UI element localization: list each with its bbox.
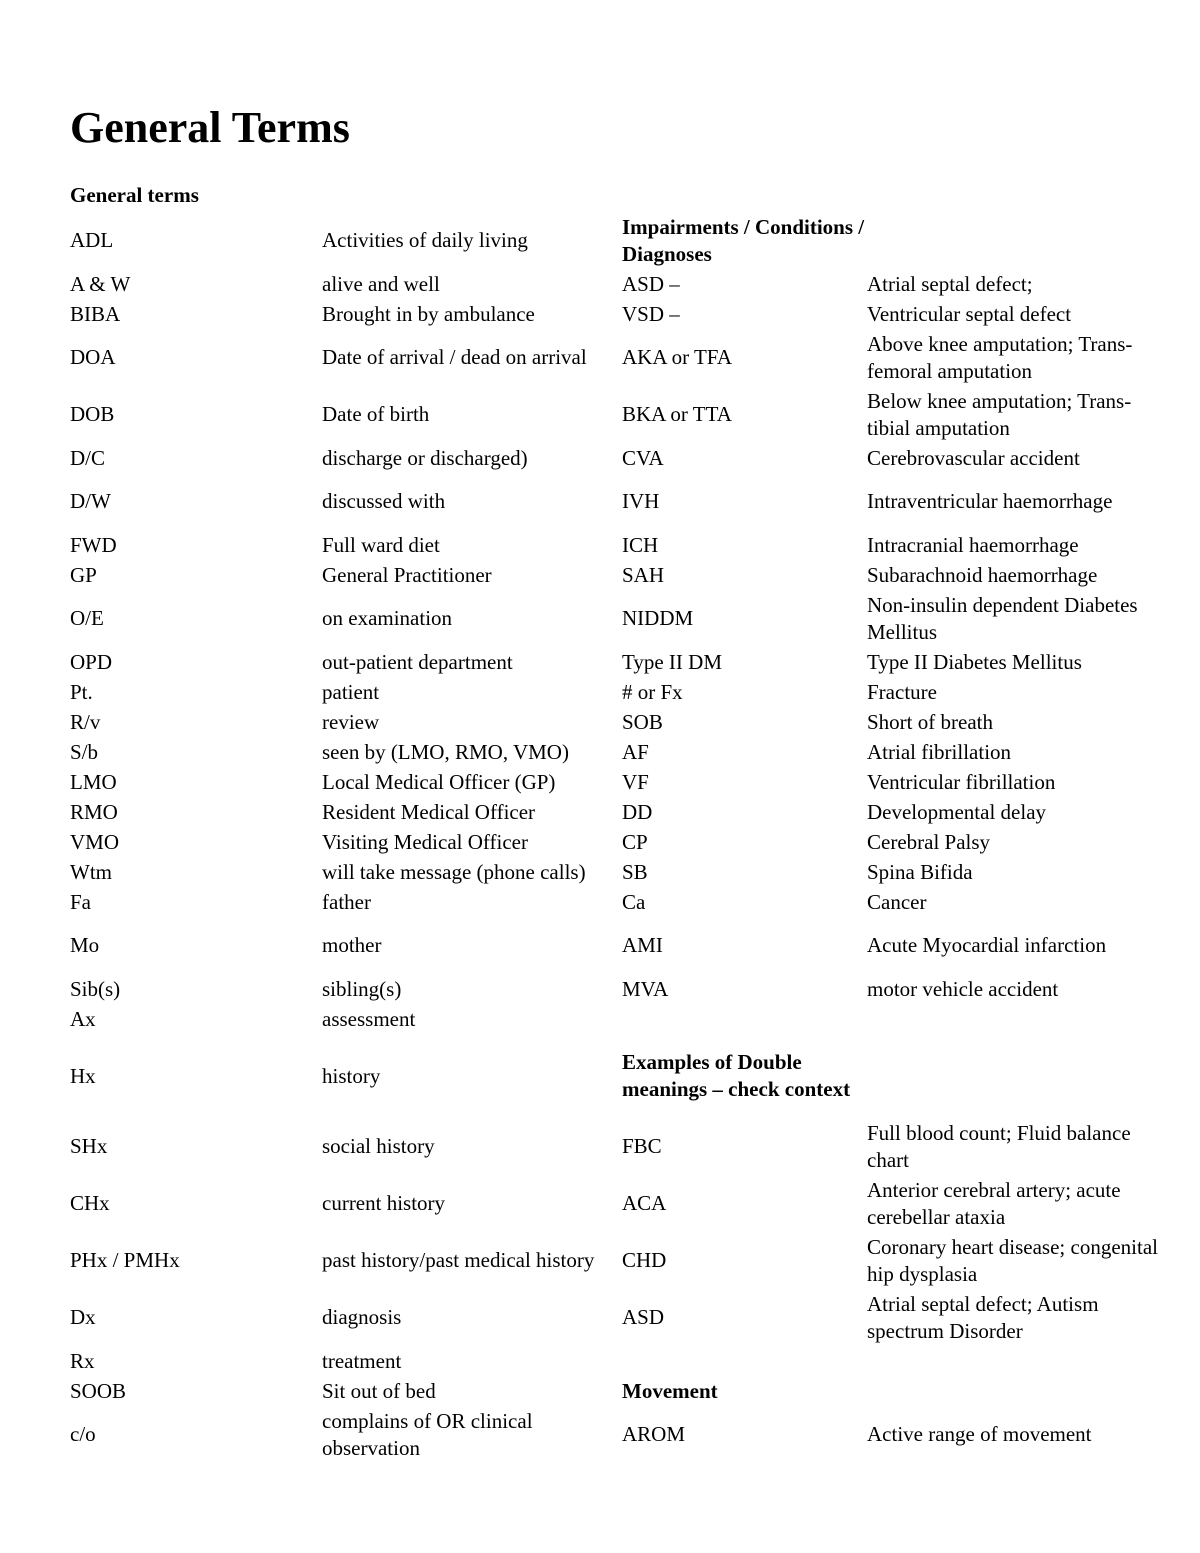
meaning-cell: Cancer: [867, 889, 927, 914]
table-row: [70, 857, 1160, 887]
table-row: [70, 590, 1160, 647]
table-row: [70, 329, 1160, 386]
abbreviation-cell: Rx: [70, 1348, 95, 1373]
abbreviation-cell: Fa: [70, 889, 91, 914]
abbreviation-cell: Type II DM: [622, 649, 723, 674]
page-title: General Terms: [70, 103, 350, 152]
table-row: [70, 917, 1160, 974]
abbreviation-cell: ADL: [70, 228, 114, 252]
meaning-cell: Atrial fibrillation: [867, 739, 1012, 764]
table-row: [70, 887, 1160, 917]
abbreviation-cell: CHD: [622, 1248, 667, 1272]
meaning-cell: past history/past medical history: [322, 1248, 595, 1272]
abbreviation-cell: CVA: [622, 445, 664, 470]
table-row: [70, 1004, 1160, 1034]
meaning-cell: Atrial septal defect;: [867, 271, 1033, 296]
meaning-cell: Brought in by ambulance: [322, 301, 535, 326]
empty-cell: [867, 1034, 1160, 1118]
subheading-movement: Movement: [622, 1378, 718, 1403]
meaning-cell: father: [322, 889, 371, 914]
abbreviation-cell: OPD: [70, 649, 113, 674]
meaning-cell: Ventricular fibrillation: [867, 769, 1056, 794]
abbreviation-cell: VSD –: [622, 301, 680, 326]
table-row: [70, 1232, 1160, 1289]
abbreviation-cell: Pt.: [70, 679, 93, 704]
meaning-cell: discharge or discharged): [322, 445, 528, 470]
table-row: [70, 299, 1160, 329]
table-row: [70, 797, 1160, 827]
abbreviation-cell: MVA: [622, 976, 669, 1001]
meaning-cell: Short of breath: [867, 709, 993, 734]
meaning-cell: history: [322, 1063, 381, 1088]
abbreviation-cell: SHx: [70, 1134, 108, 1158]
meaning-cell: Intracranial haemorrhage: [867, 532, 1079, 557]
abbreviations-table-body: [70, 212, 1160, 1463]
abbreviation-cell: ACA: [622, 1191, 667, 1215]
table-row: [70, 677, 1160, 707]
meaning-cell: Subarachnoid haemorrhage: [867, 562, 1098, 587]
abbreviation-cell: Ca: [622, 889, 646, 914]
abbreviation-cell: ICH: [622, 532, 659, 557]
meaning-cell: Cerebrovascular accident: [867, 445, 1080, 470]
table-row: [70, 707, 1160, 737]
abbreviation-cell: FBC: [622, 1134, 662, 1158]
abbreviation-cell: AROM: [622, 1422, 686, 1446]
meaning-cell: complains of OR clinical observation: [322, 1408, 533, 1460]
abbreviation-cell: c/o: [70, 1422, 96, 1446]
empty-cell: [867, 1346, 1160, 1376]
abbreviation-cell: AF: [622, 739, 649, 764]
meaning-cell: Full blood count; Fluid balance chart: [867, 1120, 1131, 1172]
meaning-cell: Below knee amputation; Trans-tibial amputation: [867, 388, 1132, 440]
table-row: [70, 1289, 1160, 1346]
table-row: [70, 647, 1160, 677]
empty-cell: [622, 1004, 867, 1034]
meaning-cell: Activities of daily living: [322, 228, 528, 252]
meaning-cell: Non-insulin dependent Diabetes Mellitus: [867, 592, 1138, 644]
abbreviation-cell: AMI: [622, 933, 663, 957]
meaning-cell: Atrial septal defect; Autism spectrum Disorder: [867, 1291, 1099, 1343]
table-row: [70, 1346, 1160, 1376]
meaning-cell: Acute Myocardial infarction: [867, 933, 1107, 957]
meaning-cell: Ventricular septal defect: [867, 301, 1072, 326]
empty-cell: [622, 1346, 867, 1376]
meaning-cell: Developmental delay: [867, 799, 1047, 824]
meaning-cell: on examination: [322, 606, 453, 630]
meaning-cell: assessment: [322, 1006, 416, 1031]
meaning-cell: Sit out of bed: [322, 1378, 436, 1403]
table-row: [70, 1118, 1160, 1175]
abbreviation-cell: CHx: [70, 1191, 110, 1215]
abbreviation-cell: A & W: [70, 271, 131, 296]
abbreviation-cell: DOB: [70, 402, 115, 426]
meaning-cell: Local Medical Officer (GP): [322, 769, 556, 794]
meaning-cell: Active range of movement: [867, 1422, 1092, 1446]
meaning-cell: motor vehicle accident: [867, 976, 1059, 1001]
abbreviation-cell: ASD: [622, 1305, 665, 1329]
abbreviation-cell: GP: [70, 562, 97, 587]
abbreviation-cell: Ax: [70, 1006, 96, 1031]
meaning-cell: Spina Bifida: [867, 859, 973, 884]
abbreviation-cell: BIBA: [70, 301, 121, 326]
abbreviation-cell: SAH: [622, 562, 665, 587]
meaning-cell: Date of arrival / dead on arrival: [322, 345, 587, 369]
abbreviation-cell: # or Fx: [622, 679, 683, 704]
table-row: [70, 473, 1160, 530]
meaning-cell: social history: [322, 1134, 435, 1158]
meaning-cell: review: [322, 709, 380, 734]
meaning-cell: seen by (LMO, RMO, VMO): [322, 739, 569, 764]
table-row: [70, 212, 1160, 269]
abbreviation-cell: SB: [622, 859, 648, 884]
meaning-cell: Full ward diet: [322, 532, 440, 557]
abbreviation-cell: PHx / PMHx: [70, 1248, 180, 1272]
abbreviation-cell: BKA or TTA: [622, 402, 732, 426]
meaning-cell: out-patient department: [322, 649, 513, 674]
subheading-impairments-conditions-diagnoses: Impairments / Conditions / Diagnoses: [622, 214, 865, 266]
table-row: [70, 1406, 1160, 1463]
empty-cell: [867, 1004, 1160, 1034]
meaning-cell: alive and well: [322, 271, 440, 296]
meaning-cell: Anterior cerebral artery; acute cerebellar ataxia: [867, 1177, 1121, 1229]
meaning-cell: will take message (phone calls): [322, 859, 586, 884]
meaning-cell: Resident Medical Officer: [322, 799, 536, 824]
meaning-cell: patient: [322, 679, 380, 704]
meaning-cell: Date of birth: [322, 402, 430, 426]
meaning-cell: Type II Diabetes Mellitus: [867, 649, 1082, 674]
table-row: [70, 1175, 1160, 1232]
meaning-cell: treatment: [322, 1348, 402, 1373]
abbreviation-cell: AKA or TFA: [622, 345, 733, 369]
meaning-cell: Intraventricular haemorrhage: [867, 489, 1113, 513]
abbreviation-cell: NIDDM: [622, 606, 694, 630]
abbreviation-cell: RMO: [70, 799, 118, 824]
abbreviation-cell: DD: [622, 799, 653, 824]
abbreviation-cell: IVH: [622, 489, 660, 513]
abbreviations-table: [70, 212, 1160, 1463]
abbreviation-cell: Mo: [70, 933, 100, 957]
table-row: [70, 443, 1160, 473]
abbreviation-cell: CP: [622, 829, 648, 854]
table-row: [70, 737, 1160, 767]
abbreviation-cell: DOA: [70, 345, 116, 369]
abbreviation-cell: D/W: [70, 489, 111, 513]
abbreviation-cell: FWD: [70, 532, 117, 557]
table-row: [70, 560, 1160, 590]
table-row: [70, 530, 1160, 560]
table-row: [70, 974, 1160, 1004]
abbreviation-cell: SOB: [622, 709, 663, 734]
meaning-cell: Above knee amputation; Trans-femoral amputation: [867, 331, 1133, 383]
abbreviation-cell: Dx: [70, 1305, 96, 1329]
abbreviation-cell: ASD –: [622, 271, 680, 296]
meaning-cell: Visiting Medical Officer: [322, 829, 528, 854]
meaning-cell: General Practitioner: [322, 562, 492, 587]
meaning-cell: mother: [322, 933, 382, 957]
table-row: [70, 827, 1160, 857]
table-row: [70, 386, 1160, 443]
meaning-cell: diagnosis: [322, 1305, 402, 1329]
abbreviation-cell: Sib(s): [70, 976, 121, 1001]
abbreviation-cell: D/C: [70, 445, 106, 470]
abbreviation-cell: S/b: [70, 739, 99, 764]
abbreviation-cell: Wtm: [70, 859, 112, 884]
meaning-cell: sibling(s): [322, 976, 402, 1001]
abbreviation-cell: SOOB: [70, 1378, 127, 1403]
meaning-cell: Fracture: [867, 679, 937, 704]
subheading-double-meanings: Examples of Double meanings – check context: [622, 1050, 851, 1101]
meaning-cell: Coronary heart disease; congenital hip dysplasia: [867, 1234, 1158, 1286]
table-row: [70, 269, 1160, 299]
table-row: [70, 1034, 1160, 1118]
section-heading-general-terms: General terms: [70, 183, 199, 207]
meaning-cell: current history: [322, 1191, 446, 1215]
table-row: [70, 767, 1160, 797]
abbreviation-cell: LMO: [70, 769, 117, 794]
abbreviation-cell: R/v: [70, 709, 101, 734]
meaning-cell: discussed with: [322, 489, 446, 513]
meaning-cell: [867, 212, 1160, 269]
abbreviation-cell: Hx: [70, 1063, 96, 1088]
abbreviation-cell: O/E: [70, 606, 104, 630]
abbreviation-cell: VMO: [70, 829, 120, 854]
meaning-cell: Cerebral Palsy: [867, 829, 991, 854]
empty-cell: [867, 1376, 1160, 1406]
table-row: [70, 1376, 1160, 1406]
abbreviation-cell: VF: [622, 769, 649, 794]
